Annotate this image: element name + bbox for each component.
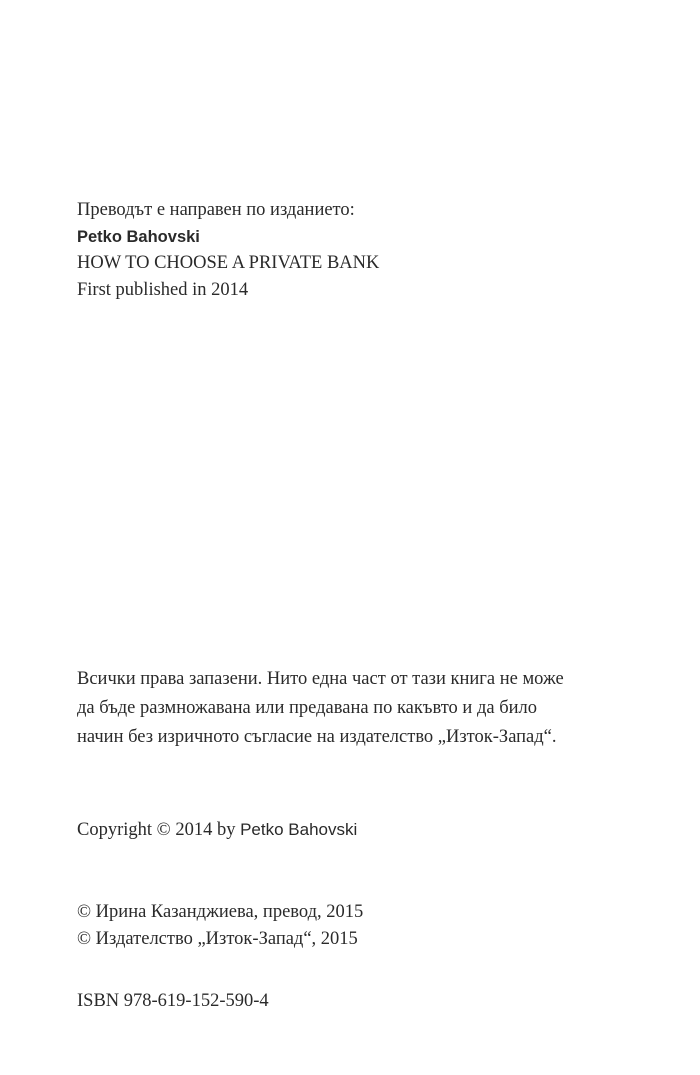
copyright-notice (77, 817, 657, 844)
credits (77, 899, 657, 952)
rights-notice (77, 665, 657, 752)
copyright-author: Petko Bahovski (240, 820, 358, 839)
first-published: First published in 2014 (77, 279, 249, 300)
rights-line-3: начин без изричното съгласие на издателство „Изток-Запад“. (77, 727, 557, 747)
isbn: ISBN 978-619-152-590-4 (77, 991, 269, 1011)
copyright-prefix: Copyright © 2014 by (77, 820, 241, 840)
rights-line-1: Всички права запазени. Нито една част от тази книга не може (77, 669, 564, 689)
isbn-block (77, 988, 657, 1015)
copyright-line (77, 817, 657, 844)
original-author: Petko Bahovski (77, 227, 200, 246)
original-title: HOW TO CHOOSE A PRIVATE BANK (77, 253, 380, 273)
original-edition-info (77, 197, 657, 303)
translation-credit: © Ирина Казанджиева, превод, 2015 (77, 902, 364, 922)
rights-line-2: да бъде размножавана или предавана по какъвто и да било (77, 698, 537, 718)
publisher-credit: © Издателство „Изток-Запад“, 2015 (77, 928, 358, 949)
translation-source-intro: Преводът е направен по изданието: (77, 200, 355, 220)
